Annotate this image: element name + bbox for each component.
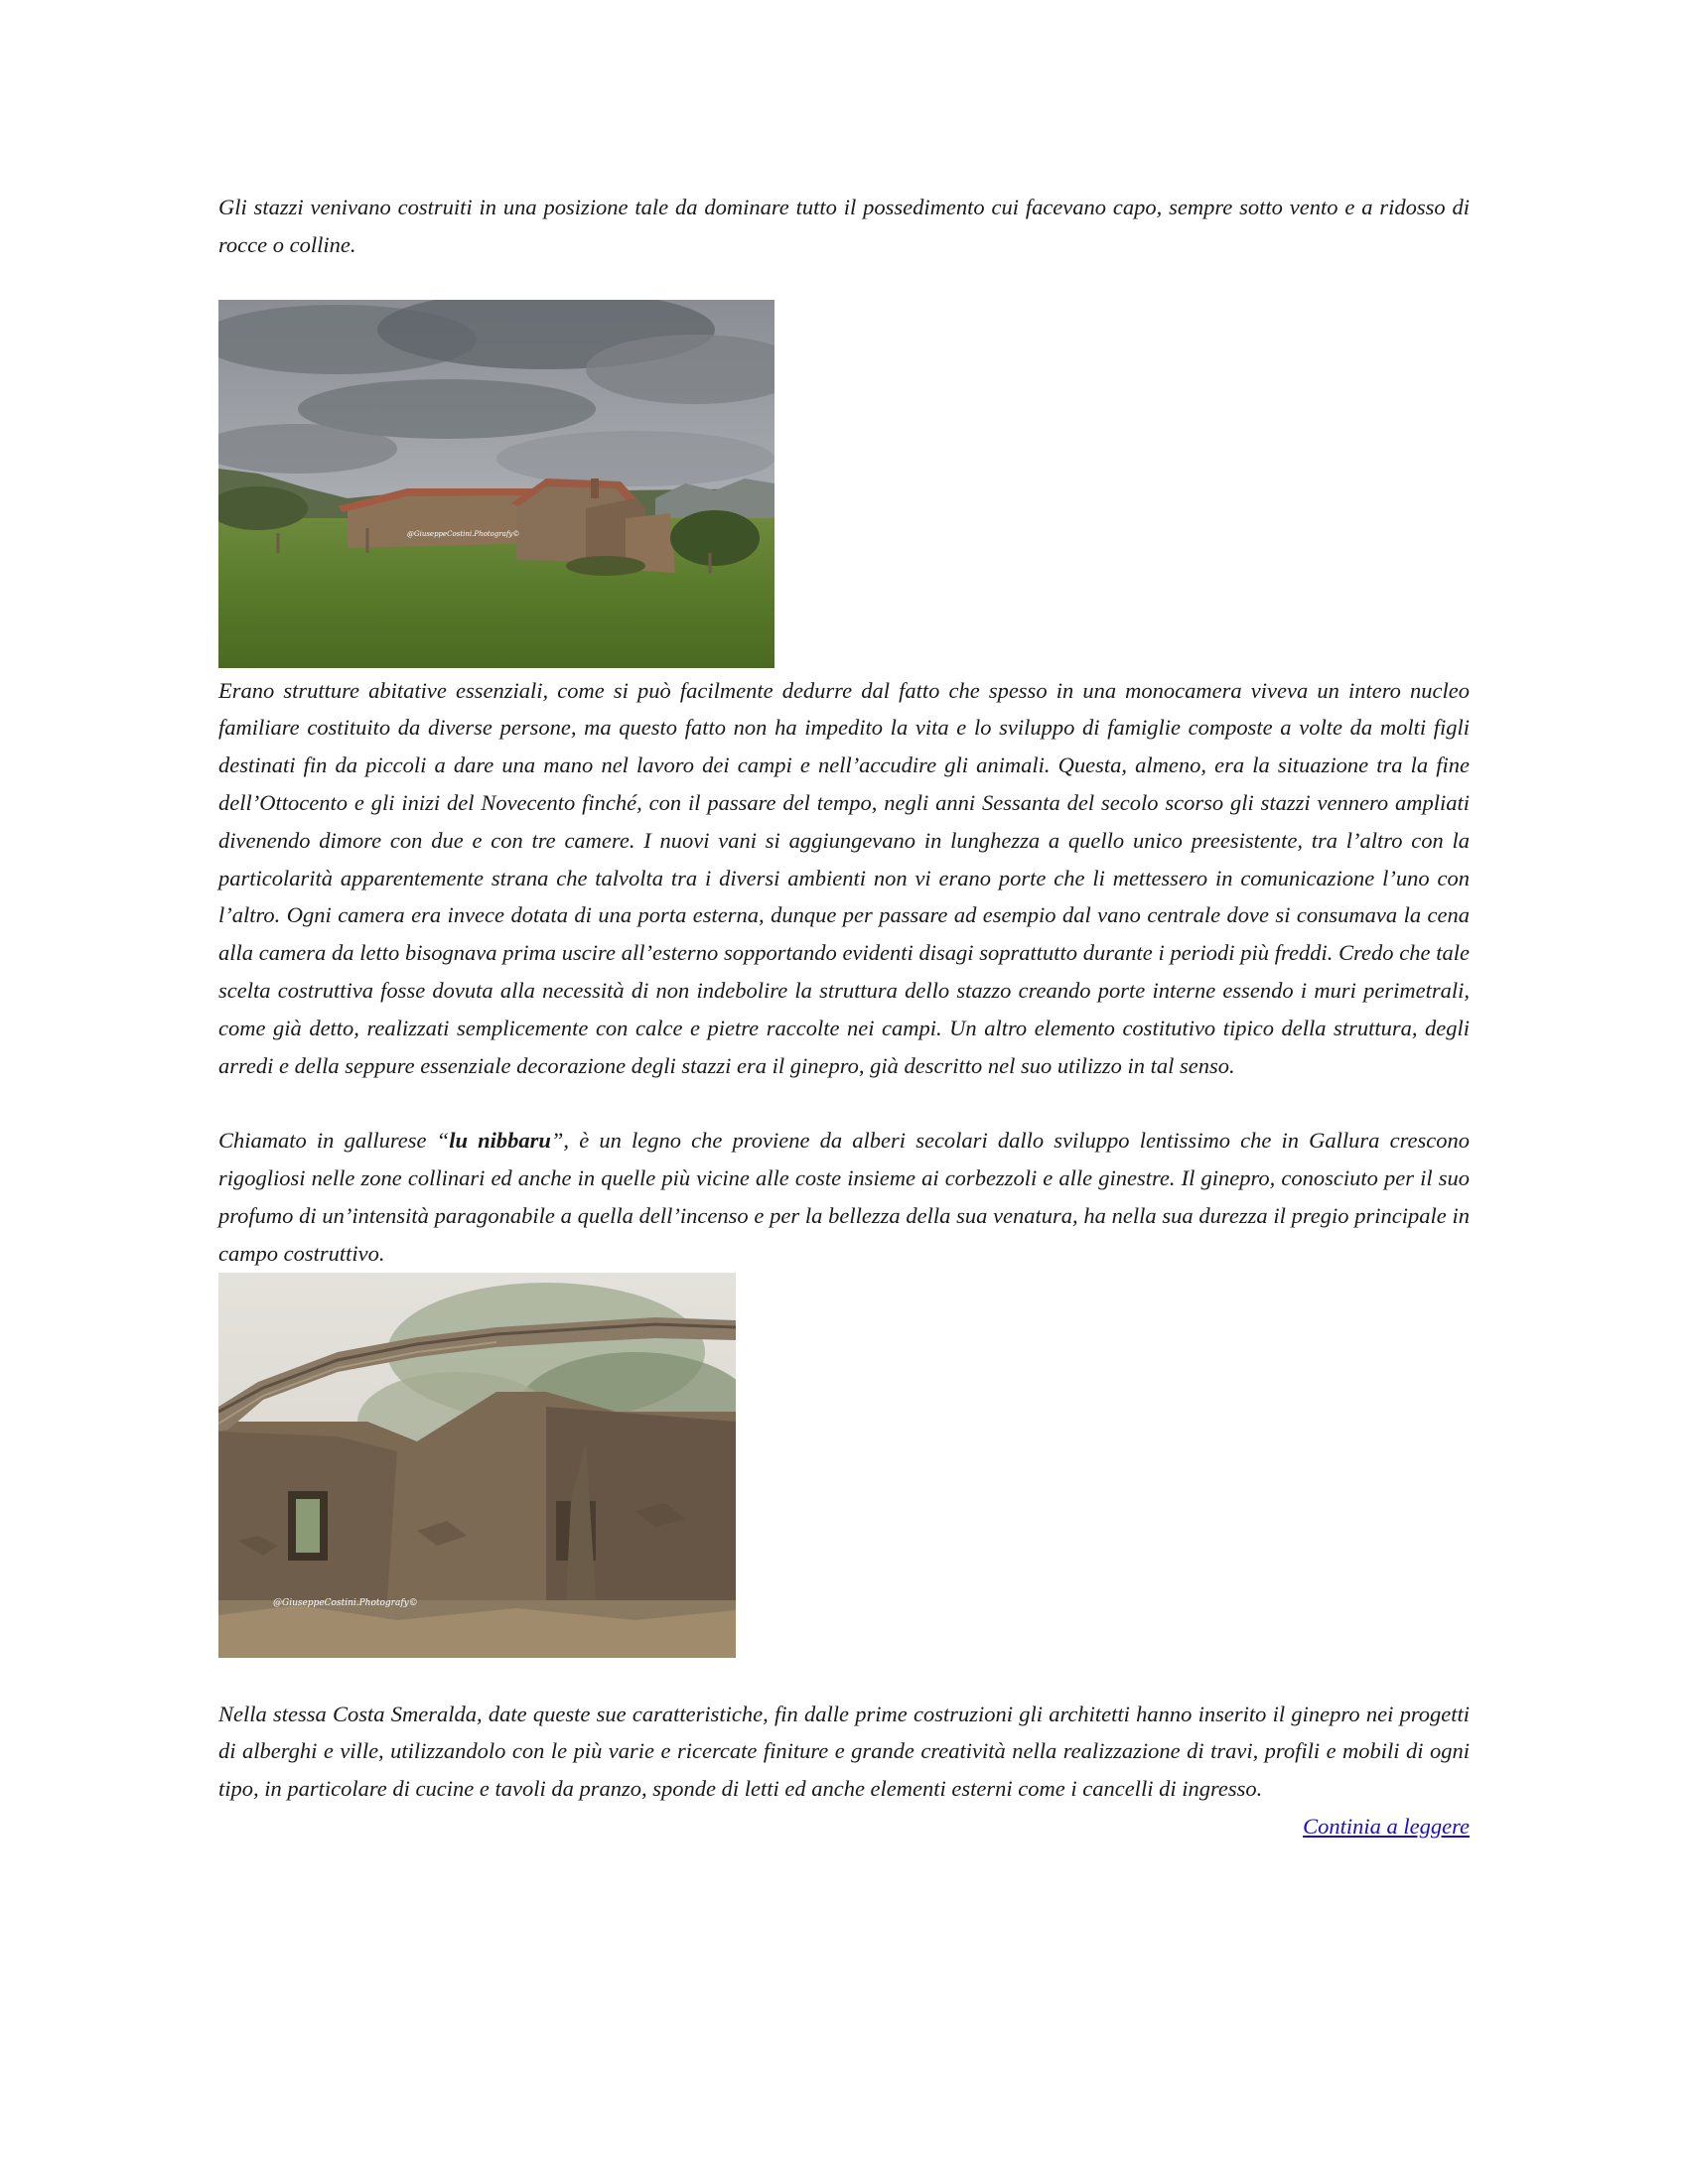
photo-ruined-stazzo <box>218 1273 736 1658</box>
paragraph-intro: Gli stazzi venivano costruiti in una posizione tale da dominare tutto il possedimento cui facevano capo, sempre sotto vento e a ridosso di rocce o colline. <box>218 195 1470 257</box>
continue-reading-link[interactable]: Continia a leggere <box>1303 1813 1470 1839</box>
photo-stazzo-farmhouse <box>218 300 774 668</box>
photo2-watermark: @GiuseppeCostini.Photografy© <box>273 1597 418 1608</box>
paragraph-costa-smeralda: Nella stessa Costa Smeralda, date queste sue caratteristiche, fin dalle prime costruzioni gli architetti hanno inserito il ginepro nei progetti di alberghi e ville, utilizzandolo con le più varie e ricercate finiture e grande creatività nella realizzazione di travi, profili e mobili di ogni tipo, in particolare di cucine e tavoli da pranzo, sponde di letti ed anche elementi esterni come i cancelli di ingresso. <box>218 1701 1470 1802</box>
paragraph-ginepro-start: Chiamato in gallurese “ <box>218 1128 450 1154</box>
document-body <box>218 189 1470 1845</box>
paragraph-ginepro-end: ”, è un legno che proviene da alberi secolari dallo sviluppo lentissimo che in Gallura crescono rigogliosi nelle zone collinari ed anche in quelle più vicine alle coste insieme ai corbezzoli e alle ginestre. Il ginepro, conosciuto per il suo profumo di un’intensità paragonabile a quella dell’incenso e per la bellezza della sua venatura, ha nella sua durezza il pregio principale in campo costruttivo. <box>218 1128 1470 1266</box>
term-lu-nibbaru: lu nibbaru <box>449 1128 551 1154</box>
paragraph-structures: Erano strutture abitative essenziali, come si può facilmente dedurre dal fatto che spesso in una monocamera viveva un intero nucleo familiare costituito da diverse persone, ma questo fatto non ha impedito la vita e lo sviluppo di famiglie composte a volte da molti figli destinati fin da piccoli a dare una mano nel lavoro dei campi e nell’accudire gli animali. Questa, almeno, era la situazione tra la fine dell’Ottocento e gli inizi del Novecento finché, con il passare del tempo, negli anni Sessanta del secolo scorso gli stazzi vennero ampliati divenendo dimore con due e con tre camere. I nuovi vani si aggiungevano in lunghezza a quello unico preesistente, tra l’altro con la particolarità apparentemente strana che talvolta tra i diversi ambienti non vi erano porte che li mettessero in comunicazione l’uno con l’altro. Ogni camera era invece dotata di una porta esterna, dunque per passare ad esempio dal vano centrale dove si consumava la cena alla camera da letto bisognava prima uscire all’esterno sopportando evidenti disagi soprattutto durante i periodi più freddi. Credo che tale scelta costruttiva fosse dovuta alla necessità di non indebolire la struttura dello stazzo creando porte interne essendo i muri perimetrali, come già detto, realizzati semplicemente con calce e pietre raccolte nei campi. Un altro elemento costitutivo tipico della struttura, degli arredi e della seppure essenziale decorazione degli stazzi era il ginepro, già descritto nel suo utilizzo in tal senso. <box>218 677 1470 1078</box>
paragraph-ginepro <box>218 1122 1470 1272</box>
continue-reading-row <box>218 1808 1470 1845</box>
photo1-watermark: @GiuseppeCostini.Photografy© <box>407 529 520 538</box>
